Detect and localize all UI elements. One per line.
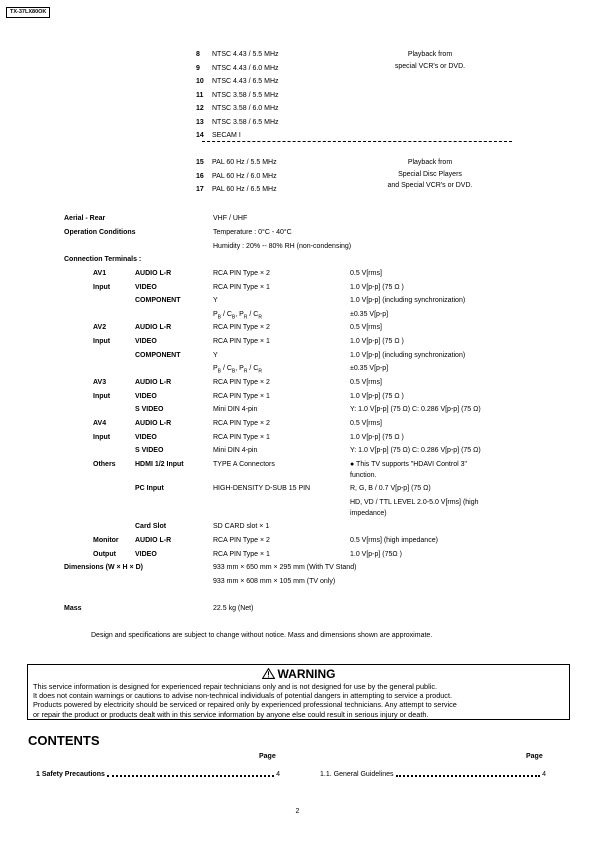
dimensions-label: Dimensions (W × H × D) [64, 564, 143, 571]
operation-label: Operation Conditions [64, 229, 136, 236]
terminal-spec: 1.0 V[p-p] (75Ω ) [350, 551, 402, 558]
toc-leader [107, 772, 274, 777]
input-label: Input [93, 284, 111, 291]
terminal-type: SD CARD slot × 1 [213, 523, 270, 530]
model-number: TX-37LX80OK [6, 7, 50, 18]
input-label: Input [93, 434, 111, 441]
page-number: 2 [295, 808, 300, 815]
terminal-type: RCA PIN Type × 2 [213, 324, 270, 331]
system-row: 9 NTSC 4.43 / 6.0 MHz [196, 65, 279, 72]
terminal-type: Mini DIN 4-pin [213, 447, 258, 454]
terminal-name: VIDEO [135, 434, 157, 441]
terminal-spec: 0.5 V[rms] [350, 379, 382, 386]
warning-text: This service information is designed for experienced repair technicians only and is not designed for use by the general public. It does not contain warnings or cautions to advise non-technical individuals of potential dangers in attempting to service a product. Products powered by electricity should be serviced or repaired only by experienced professional technicians. Any attempt to service or repair the product or products dealt with in this service information by anyone else could result in serious injury or death. [33, 682, 457, 719]
terminal-type: RCA PIN Type × 2 [213, 270, 270, 277]
terminal-type: Y [213, 352, 218, 359]
terminal-spec: Y: 1.0 V[p-p] (75 Ω) C: 0.286 V[p-p] (75 Ω) [350, 406, 481, 413]
input-label: Input [93, 393, 111, 400]
aerial-value: VHF / UHF [213, 215, 248, 222]
terminal-spec: 1.0 V[p-p] (75 Ω ) [350, 338, 404, 345]
toc-entry-guidelines[interactable]: 1.1. General Guidelines 4 [320, 771, 546, 778]
terminal-name: VIDEO [135, 338, 157, 345]
terminal-name: S VIDEO [135, 406, 164, 413]
terminal-type: RCA PIN Type × 2 [213, 420, 270, 427]
terminal-name: HDMI 1/2 Input [135, 461, 184, 468]
system-row: 8 NTSC 4.43 / 5.5 MHz [196, 51, 279, 58]
terminal-spec: 1.0 V[p-p] (75 Ω ) [350, 393, 404, 400]
pbpr-type: $P_B / C_B$, $P_R / C_R$ [213, 311, 262, 321]
terminal-spec: 0.5 V[rms] [350, 420, 382, 427]
system-row: 12 NTSC 3.58 / 6.0 MHz [196, 105, 279, 112]
terminal-type: RCA PIN Type × 2 [213, 379, 270, 386]
system-row: 17 PAL 60 Hz / 6.5 MHz [196, 186, 277, 193]
output-label: Output [93, 551, 116, 558]
terminal-spec: 1.0 V[p-p] (75 Ω ) [350, 434, 404, 441]
humidity-value: Humidity : 20% -- 80% RH (non-condensing) [213, 243, 352, 250]
av2-label: AV2 [93, 324, 107, 331]
terminal-type: TYPE A Connectors [213, 461, 275, 468]
others-label: Others [93, 461, 116, 468]
system-row: 11 NTSC 3.58 / 5.5 MHz [196, 92, 279, 99]
terminal-spec: 0.5 V[rms] [350, 324, 382, 331]
terminal-spec: HD, VD / TTL LEVEL 2.0-5.0 V[rms] (high [350, 499, 479, 506]
terminal-spec: 0.5 V[rms] (high impedance) [350, 537, 438, 544]
system-row: 10 NTSC 4.43 / 6.5 MHz [196, 78, 279, 85]
hdavi-note-cont: function. [350, 472, 377, 479]
warning-triangle-icon [262, 668, 275, 679]
dimensions-with-stand: 933 mm × 650 mm × 295 mm (With TV Stand) [213, 564, 357, 571]
terminal-name: Card Slot [135, 523, 167, 530]
temperature-value: Temperature : 0°C - 40°C [213, 229, 292, 236]
terminal-name: COMPONENT [135, 352, 181, 359]
terminal-type: Mini DIN 4-pin [213, 406, 258, 413]
terminal-name: AUDIO L-R [135, 537, 172, 544]
terminal-name: PC Input [135, 485, 164, 492]
terminal-spec: impedance) [350, 510, 387, 517]
terminal-spec: R, G, B / 0.7 V[p-p] (75 Ω) [350, 485, 431, 492]
warning-title: WARNING [28, 667, 569, 681]
av4-label: AV4 [93, 420, 107, 427]
terminal-name: AUDIO L-R [135, 324, 172, 331]
connection-label: Connection Terminals : [64, 256, 142, 263]
terminal-type: RCA PIN Type × 1 [213, 434, 270, 441]
terminal-type: Y [213, 297, 218, 304]
terminal-name: VIDEO [135, 393, 157, 400]
terminal-type: RCA PIN Type × 1 [213, 284, 270, 291]
mass-value: 22.5 kg (Net) [213, 605, 254, 612]
terminal-type: HIGH-DENSITY D-SUB 15 PIN [213, 485, 311, 492]
terminal-name: VIDEO [135, 551, 157, 558]
system-row: 14 SECAM I [196, 132, 241, 139]
terminal-spec: 1.0 V[p-p] (75 Ω ) [350, 284, 404, 291]
warning-box [27, 664, 570, 720]
page-column-label: Page [259, 753, 276, 760]
terminal-name: VIDEO [135, 284, 157, 291]
av1-label: AV1 [93, 270, 107, 277]
system-row: 13 NTSC 3.58 / 6.5 MHz [196, 119, 279, 126]
terminal-spec: 1.0 V[p-p] (including synchronization) [350, 352, 466, 359]
terminal-type: RCA PIN Type × 1 [213, 338, 270, 345]
dimensions-tv-only: 933 mm × 608 mm × 105 mm (TV only) [213, 578, 336, 585]
terminal-type: RCA PIN Type × 2 [213, 537, 270, 544]
dashed-divider [202, 141, 512, 142]
terminal-name: AUDIO L-R [135, 379, 172, 386]
terminal-spec: ±0.35 V[p-p] [350, 311, 389, 318]
monitor-label: Monitor [93, 537, 119, 544]
mass-label: Mass [64, 605, 82, 612]
page-column-label: Page [526, 753, 543, 760]
aerial-label: Aerial - Rear [64, 215, 106, 222]
terminal-spec: ±0.35 V[p-p] [350, 365, 389, 372]
playback-note-1: Playback from special VCR's or DVD. [394, 51, 466, 70]
contents-heading: CONTENTS [28, 733, 100, 748]
toc-leader [396, 772, 541, 777]
terminal-name: S VIDEO [135, 447, 164, 454]
system-row: 16 PAL 60 Hz / 6.0 MHz [196, 173, 277, 180]
terminal-type: RCA PIN Type × 1 [213, 551, 270, 558]
pbpr-type: $P_B / C_B$, $P_R / C_R$ [213, 365, 262, 375]
terminal-spec: 0.5 V[rms] [350, 270, 382, 277]
terminal-name: AUDIO L-R [135, 420, 172, 427]
av3-label: AV3 [93, 379, 107, 386]
terminal-name: COMPONENT [135, 297, 181, 304]
terminal-type: RCA PIN Type × 1 [213, 393, 270, 400]
hdavi-note: ● This TV supports "HDAVI Control 3" [350, 461, 467, 468]
system-row: 15 PAL 60 Hz / 5.5 MHz [196, 159, 277, 166]
terminal-name: AUDIO L-R [135, 270, 172, 277]
terminal-spec: 1.0 V[p-p] (including synchronization) [350, 297, 466, 304]
input-label: Input [93, 338, 111, 345]
disclaimer: Design and specifications are subject to change without notice. Mass and dimensions shown are approximate. [91, 632, 433, 639]
terminal-spec: Y: 1.0 V[p-p] (75 Ω) C: 0.286 V[p-p] (75 Ω) [350, 447, 481, 454]
toc-entry-safety[interactable]: 1 Safety Precautions 4 [36, 771, 280, 778]
playback-note-2: Playback from Special Disc Players and Special VCR's or DVD. [387, 159, 473, 189]
